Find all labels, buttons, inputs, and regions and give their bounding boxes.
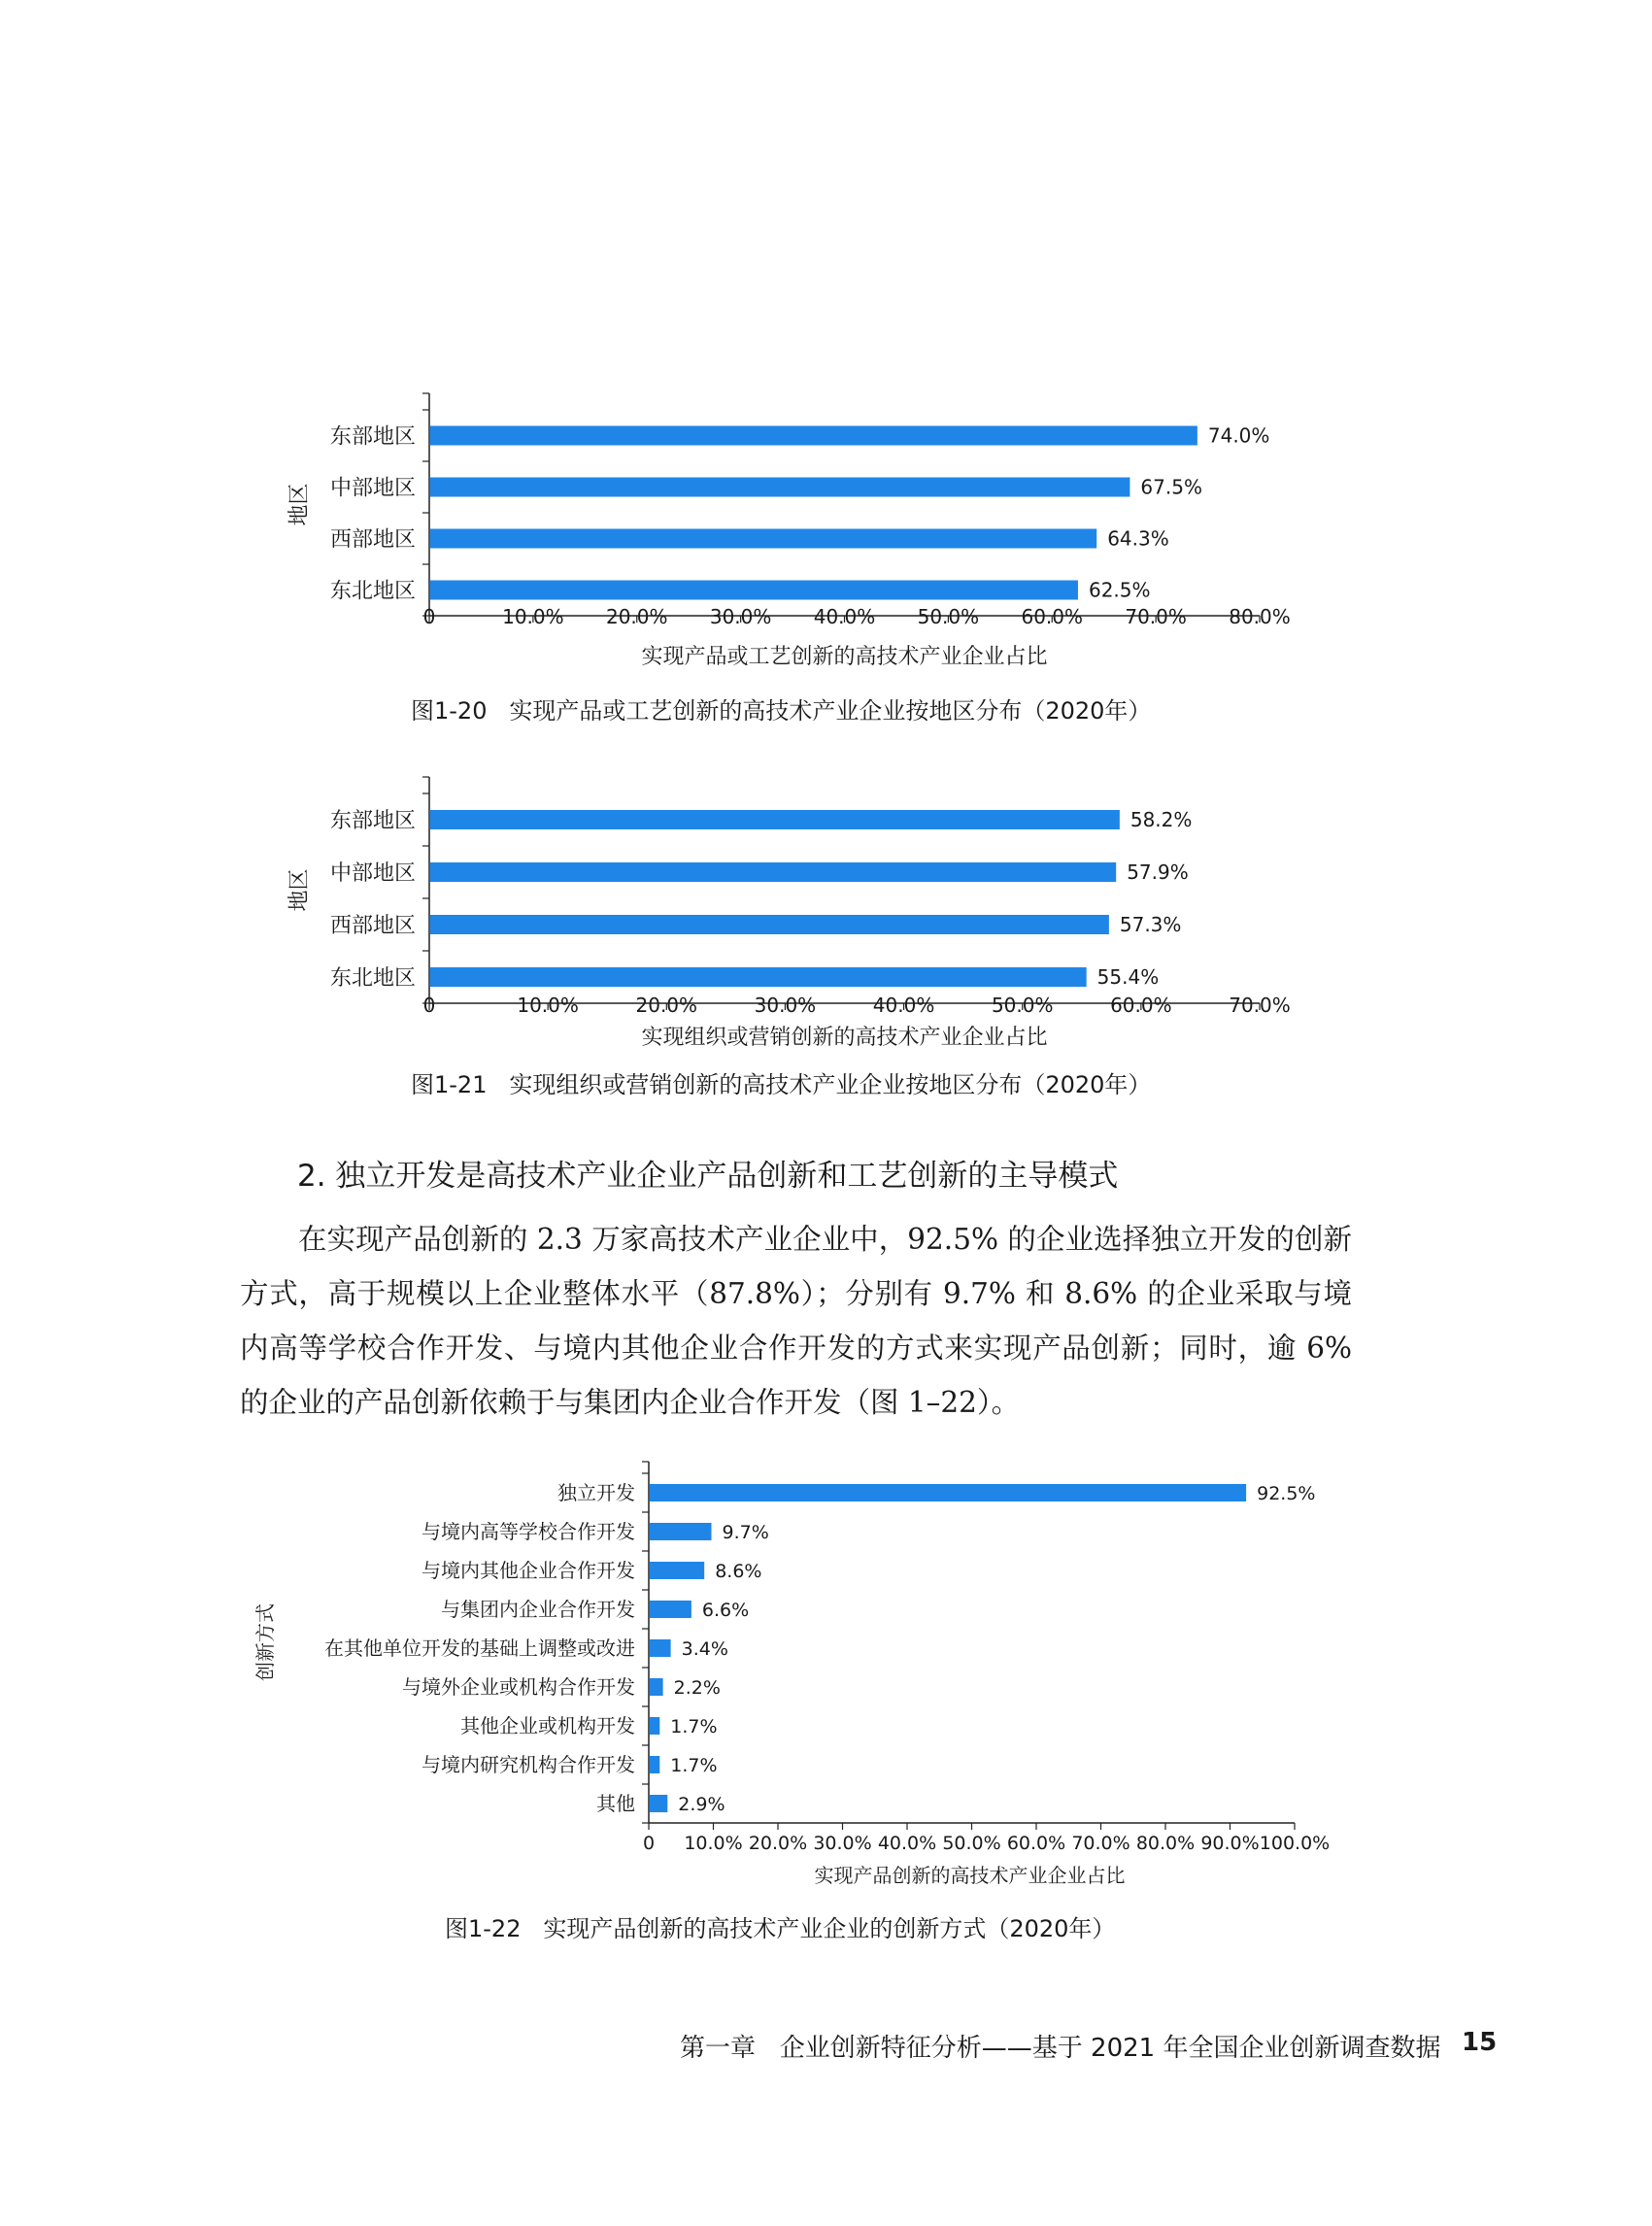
bar: [650, 1756, 659, 1773]
x-tick-label: 10.0%: [502, 605, 564, 628]
category-label: 中部地区: [329, 860, 416, 886]
category-label: 东部地区: [329, 424, 416, 450]
x-tick-label: 60.0%: [1110, 994, 1172, 1017]
data-label: 1.7%: [670, 1715, 718, 1737]
x-axis-title: 实现产品或工艺创新的高技术产业企业占比: [641, 645, 1048, 669]
bar: [430, 478, 1129, 497]
bar: [650, 1717, 659, 1735]
category-label: 东部地区: [329, 808, 416, 833]
figure-caption-1-22: 图1-22 实现产品创新的高技术产业企业的创新方式（2020年）: [445, 1915, 1116, 1942]
data-label: 57.9%: [1127, 860, 1189, 885]
bar: [650, 1795, 667, 1812]
running-footer: 第一章 企业创新特征分析——基于 2021 年全国企业创新调查数据: [680, 2034, 1441, 2063]
x-tick-label: 20.0%: [635, 994, 698, 1017]
category-label: 西部地区: [329, 527, 416, 553]
bar: [430, 915, 1109, 934]
category-label: 与境内高等学校合作开发: [421, 1520, 635, 1544]
x-tick-label: 40.0%: [872, 994, 935, 1017]
data-label: 9.7%: [722, 1521, 769, 1543]
category-label: 与境内其他企业合作开发: [421, 1559, 635, 1583]
x-tick-label: 70.0%: [1229, 994, 1291, 1017]
category-label: 与境内研究机构合作开发: [421, 1753, 635, 1777]
data-label: 2.9%: [678, 1793, 725, 1815]
data-label: 62.5%: [1088, 578, 1151, 602]
x-tick-label: 50.0%: [991, 994, 1054, 1017]
x-tick-label: 20.0%: [605, 605, 668, 628]
chart-innovation-mode: [0, 1447, 1652, 1904]
x-tick-label: 0: [642, 1833, 656, 1854]
bar: [430, 529, 1096, 549]
x-tick-label: 10.0%: [684, 1833, 743, 1854]
body-paragraph: 在实现产品创新的 2.3 万家高技术产业企业中，92.5% 的企业选择独立开发的创新方式，高于规模以上企业整体水平（87.8%）；分别有 9.7% 和 8.6% 的企业采取与境内高等学校合作开发、与境内其他企业合作开发的方式来实现产品创新；同时，逾 6% 的企业的产品创新依赖于与集团内企业合作开发（图 1–22）。: [240, 1223, 1352, 1419]
x-axis-title: 实现组织或营销创新的高技术产业企业占比: [641, 1026, 1048, 1050]
page-number: 15: [1462, 2028, 1498, 2057]
category-label: 在其他单位开发的基础上调整或改进: [324, 1636, 635, 1661]
x-tick-label: 10.0%: [517, 994, 579, 1017]
data-label: 8.6%: [715, 1560, 762, 1582]
y-axis-title: 创新方式: [253, 1603, 277, 1681]
category-label: 其他: [596, 1792, 635, 1816]
data-label: 92.5%: [1257, 1482, 1316, 1504]
category-label: 与集团内企业合作开发: [441, 1598, 635, 1622]
bar: [430, 862, 1116, 882]
bar: [650, 1601, 691, 1618]
data-label: 3.4%: [681, 1637, 728, 1660]
data-label: 1.7%: [670, 1754, 718, 1776]
category-label: 与境外企业或机构合作开发: [402, 1675, 635, 1700]
x-tick-label: 100.0%: [1259, 1833, 1331, 1854]
section-heading: 2. 独立开发是高技术产业企业产品创新和工艺创新的主导模式: [297, 1159, 1119, 1194]
x-tick-label: 30.0%: [754, 994, 817, 1017]
data-label: 6.6%: [701, 1599, 750, 1621]
data-label: 55.4%: [1096, 965, 1160, 990]
x-tick-label: 70.0%: [1071, 1833, 1130, 1854]
data-label: 57.3%: [1119, 913, 1182, 937]
chart-region-innovation-product: [0, 384, 1652, 669]
figure-caption-1-20: 图1-20 实现产品或工艺创新的高技术产业企业按地区分布（2020年）: [411, 697, 1152, 725]
x-tick-label: 40.0%: [877, 1833, 937, 1854]
category-label: 东北地区: [329, 965, 416, 991]
y-axis-title: 地区: [287, 868, 312, 912]
x-axis-title: 实现产品创新的高技术产业企业占比: [814, 1864, 1126, 1887]
figure-caption-1-21: 图1-21 实现组织或营销创新的高技术产业企业按地区分布（2020年）: [411, 1071, 1152, 1098]
chart-region-innovation-organization: [0, 767, 1652, 1050]
x-tick-label: 60.0%: [1021, 605, 1084, 628]
bar: [650, 1639, 671, 1657]
x-tick-label: 80.0%: [1135, 1833, 1196, 1854]
bar: [430, 581, 1078, 600]
category-label: 东北地区: [329, 579, 416, 604]
bar: [650, 1678, 663, 1696]
x-tick-label: 50.0%: [917, 605, 980, 628]
y-axis-title: 地区: [287, 483, 312, 526]
bar: [650, 1523, 712, 1540]
data-label: 64.3%: [1107, 526, 1169, 551]
category-label: 其他企业或机构开发: [460, 1714, 635, 1738]
x-tick-label: 60.0%: [1006, 1833, 1066, 1854]
bar: [430, 967, 1087, 987]
x-tick-label: 0: [422, 994, 436, 1017]
bar: [650, 1562, 704, 1579]
x-tick-label: 30.0%: [813, 1833, 872, 1854]
x-tick-label: 0: [422, 605, 436, 628]
x-tick-label: 50.0%: [942, 1833, 1001, 1854]
data-label: 2.2%: [673, 1676, 721, 1699]
data-label: 74.0%: [1207, 423, 1270, 448]
bar: [430, 810, 1120, 829]
x-tick-label: 40.0%: [813, 605, 876, 628]
data-label: 58.2%: [1129, 808, 1193, 832]
x-tick-label: 70.0%: [1125, 605, 1187, 628]
data-label: 67.5%: [1140, 475, 1202, 499]
bar: [650, 1484, 1246, 1501]
category-label: 西部地区: [329, 913, 416, 938]
bar: [430, 426, 1197, 446]
category-label: 独立开发: [557, 1481, 635, 1505]
x-tick-label: 20.0%: [748, 1833, 808, 1854]
x-tick-label: 30.0%: [709, 605, 772, 628]
x-tick-label: 90.0%: [1200, 1833, 1260, 1854]
x-tick-label: 80.0%: [1229, 605, 1291, 628]
category-label: 中部地区: [329, 476, 416, 501]
